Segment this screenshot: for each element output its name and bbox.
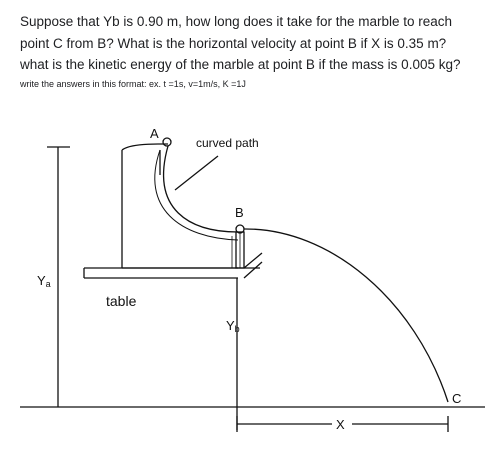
marble-a [163,138,171,146]
label-a: A [150,126,159,141]
answer-format-hint: write the answers in this format: ex. t =1s, v=1m/s, K =1J [20,79,246,89]
question-line-1: Suppose that Yb is 0.90 m, how long does it take for the marble to reach [20,14,453,29]
label-ya [37,273,51,289]
label-table: table [106,293,137,309]
question-text [20,11,490,76]
table-edge-connector [244,253,262,268]
table-top [84,268,260,278]
label-yb-main: Y [226,318,235,333]
projectile-trajectory [244,229,448,402]
marble-ramp-diagram [0,118,502,455]
ramp-outline [122,144,238,268]
question-line-3: what is the kinetic energy of the marble at point B if the mass is 0.005 kg? [20,57,461,72]
label-c: C [452,391,462,406]
label-b: B [235,205,244,220]
label-curved-path: curved path [196,136,259,150]
label-x: X [336,417,345,432]
label-ya-main: Y [37,273,46,288]
curved-path [164,146,238,232]
question-line-2: point C from B? What is the horizontal velocity at point B if X is 0.35 m? [20,35,447,51]
label-yb-sub: b [234,324,240,334]
label-ya-sub: a [45,279,51,289]
curved-path-pointer [175,156,218,190]
